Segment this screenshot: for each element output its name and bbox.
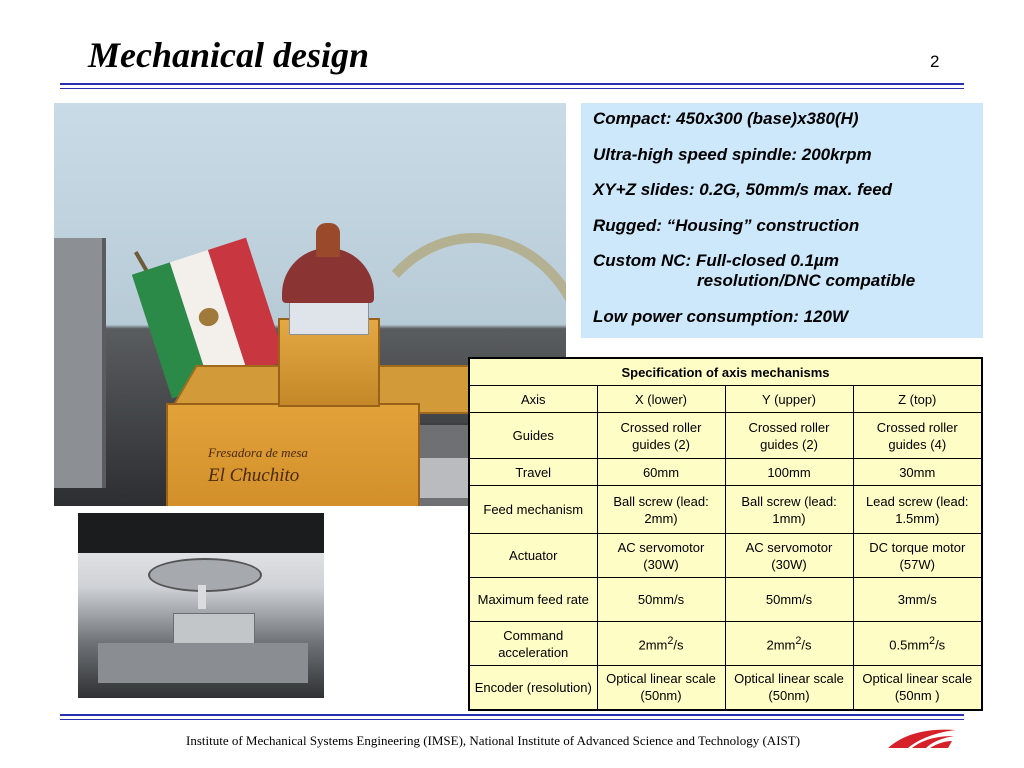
header-z: Z (top) <box>853 386 982 413</box>
cell: Optical linear scale (50nm) <box>597 666 725 710</box>
spec-table <box>468 357 983 711</box>
spindle-closeup-photo <box>78 513 324 698</box>
footer-rule-bottom <box>60 719 964 720</box>
row-label: Maximum feed rate <box>469 578 597 622</box>
cell: Ball screw (lead: 1mm) <box>725 486 853 534</box>
cell: 100mm <box>725 459 853 486</box>
row-label: Guides <box>469 413 597 459</box>
cell: 50mm/s <box>597 578 725 622</box>
cell: Crossed roller guides (2) <box>725 413 853 459</box>
feature-spindle: Ultra-high speed spindle: 200krpm <box>593 144 872 164</box>
row-label: Travel <box>469 459 597 486</box>
feature-custom-nc-line1: Custom NC: Full-closed 0.1µm <box>593 251 839 270</box>
cell: 3mm/s <box>853 578 982 622</box>
cell: Optical linear scale (50nm) <box>725 666 853 710</box>
spec-table-caption: Specification of axis mechanisms <box>469 358 982 386</box>
cell: DC torque motor (57W) <box>853 534 982 578</box>
cell: 60mm <box>597 459 725 486</box>
monitor-shape <box>54 238 106 488</box>
page-number: 2 <box>930 52 940 71</box>
accel-value: 0.5mm <box>889 637 930 653</box>
accel-unit: /s <box>673 637 684 653</box>
footer-rule-top <box>60 714 964 716</box>
cell: Crossed roller guides (4) <box>853 413 982 459</box>
footer-institute: Institute of Mechanical Systems Engineering (IMSE), National Institute of Advanced Science and Technology (AIST) <box>186 733 801 748</box>
header-axis: Axis <box>469 386 597 413</box>
row-label: Feed mechanism <box>469 486 597 534</box>
header-y: Y (upper) <box>725 386 853 413</box>
closeup-tool <box>198 585 206 609</box>
cell: AC servomotor (30W) <box>725 534 853 578</box>
header-x: X (lower) <box>597 386 725 413</box>
cell: Optical linear scale (50nm ) <box>853 666 982 710</box>
cell: Lead screw (lead: 1.5mm) <box>853 486 982 534</box>
table-row <box>469 486 982 534</box>
feature-compact: Compact: 450x300 (base)x380(H) <box>593 109 859 128</box>
cell: Ball screw (lead: 2mm) <box>597 486 725 534</box>
row-label: Command acceleration <box>469 622 597 666</box>
row-label: Encoder (resolution) <box>469 666 597 710</box>
cell: Crossed roller guides (2) <box>597 413 725 459</box>
table-row <box>469 534 982 578</box>
header-rule-bottom <box>60 88 964 89</box>
feature-power: Low power consumption: 120W <box>593 306 849 326</box>
accel-value: 2mm <box>766 637 796 653</box>
table-row <box>469 459 982 486</box>
accel-value: 2mm <box>638 637 668 653</box>
feature-rugged: Rugged: “Housing” construction <box>593 215 860 235</box>
machine-label-line1: Fresadora de mesa <box>208 445 308 460</box>
cell: 50mm/s <box>725 578 853 622</box>
table-row <box>469 413 982 459</box>
cell <box>597 622 725 666</box>
table-row <box>469 578 982 622</box>
accel-exponent: 2 <box>929 635 936 648</box>
slide-title: Mechanical design <box>88 35 370 75</box>
table-header-row <box>469 386 982 413</box>
table-row <box>469 622 982 666</box>
accel-unit: /s <box>935 637 946 653</box>
cell <box>725 622 853 666</box>
features-box <box>581 103 983 338</box>
feature-custom-nc-line2: resolution/DNC compatible <box>697 271 916 290</box>
accel-unit: /s <box>801 637 812 653</box>
closeup-workpiece <box>173 613 255 645</box>
table-row <box>469 666 982 710</box>
header-rule-top <box>60 83 964 85</box>
accel-exponent: 2 <box>667 635 674 648</box>
cell <box>853 622 982 666</box>
cell: 30mm <box>853 459 982 486</box>
cell: AC servomotor (30W) <box>597 534 725 578</box>
chapel-spire <box>316 223 340 257</box>
machine-housing <box>166 403 420 506</box>
aist-logo-icon <box>886 724 958 750</box>
feature-slides: XY+Z slides: 0.2G, 50mm/s max. feed <box>593 180 893 199</box>
row-label: Actuator <box>469 534 597 578</box>
closeup-top-bar <box>78 513 324 553</box>
accel-exponent: 2 <box>795 635 802 648</box>
feature-custom-nc <box>593 251 983 291</box>
closeup-base <box>98 643 308 683</box>
machine-label-line2: El Chuchito <box>208 465 300 486</box>
